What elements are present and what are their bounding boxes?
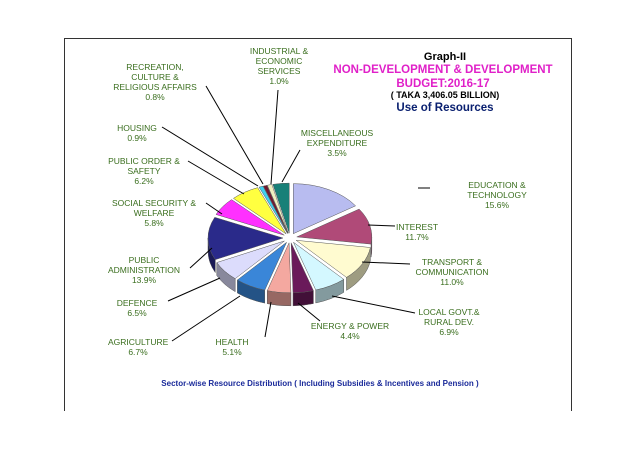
slice-name: INDUSTRIAL & ECONOMIC SERVICES <box>249 46 309 77</box>
slice-name: SOCIAL SECURITY & WELFARE <box>111 198 197 219</box>
slice-value: 3.5% <box>327 148 347 159</box>
chart-footer: Sector-wise Resource Distribution ( Including Subsidies & Incentives and Pension ) <box>161 379 479 388</box>
slice-label-public-order-safety <box>104 156 184 186</box>
slice-name: ENERGY & POWER <box>310 321 390 331</box>
slice-name: HEALTH <box>215 337 249 347</box>
slice-label-industrial-economic-services <box>244 46 314 86</box>
slice-value: 1.0% <box>269 76 289 87</box>
chart-title-2: Use of Resources <box>396 102 494 114</box>
leader-line-local-govt-rural-dev <box>332 296 415 313</box>
slice-value: 11.0% <box>440 277 464 288</box>
leader-line-recreation-culture-religious-affairs <box>206 86 263 184</box>
slice-value: 6.5% <box>127 308 147 319</box>
leader-line-energy-power <box>298 303 320 321</box>
slice-value: 11.7% <box>405 232 429 243</box>
slice-name: PUBLIC ORDER & SAFETY <box>108 156 180 177</box>
slice-label-local-govt-rural-dev <box>414 307 484 337</box>
leader-line-industrial-economic-services <box>271 90 278 184</box>
slice-name: AGRICULTURE <box>108 337 169 347</box>
slice-value: 5.8% <box>144 218 164 229</box>
leader-line-public-order-safety <box>188 161 244 194</box>
slice-name: MISCELLANEOUS EXPENDITURE <box>300 128 374 149</box>
slice-name: HOUSING <box>117 123 157 133</box>
slice-name: INTEREST <box>395 222 439 232</box>
slice-label-interest <box>393 222 441 242</box>
slice-name: EDUCATION & TECHNOLOGY <box>467 180 527 201</box>
slice-value: 6.2% <box>134 176 154 187</box>
slice-label-recreation-culture-religious-affairs <box>100 62 210 102</box>
slice-name: DEFENCE <box>116 298 158 308</box>
slice-label-public-administration <box>100 255 188 285</box>
slice-label-miscellaneous-expenditure <box>294 128 380 158</box>
slice-label-health <box>212 337 252 357</box>
slice-name: TRANSPORT & COMMUNICATION <box>415 257 489 278</box>
slice-label-education-technology <box>455 180 539 210</box>
leader-line-agriculture <box>172 296 240 341</box>
slice-label-agriculture <box>108 337 168 357</box>
slice-label-defence <box>112 298 162 318</box>
slice-value: 6.9% <box>439 327 459 338</box>
slice-name: PUBLIC ADMINISTRATION <box>107 255 181 276</box>
slice-label-energy-power <box>306 321 394 341</box>
slice-label-transport-communication <box>412 257 492 287</box>
graph-id: Graph-II <box>423 51 467 63</box>
slice-value: 0.8% <box>145 92 165 103</box>
slice-name: LOCAL GOVT.& RURAL DEV. <box>418 307 480 328</box>
chart-title: NON-DEVELOPMENT & DEVELOPMENT BUDGET:2016-17 <box>333 64 553 90</box>
slice-value: 0.9% <box>127 133 147 144</box>
slice-value: 4.4% <box>340 331 360 342</box>
slice-name: RECREATION, CULTURE & RELIGIOUS AFFAIRS <box>113 62 197 93</box>
leader-line-health <box>265 302 271 337</box>
slice-value: 13.9% <box>131 275 157 286</box>
chart-subtitle: ( TAKA 3,406.05 BILLION) <box>390 90 500 100</box>
slice-label-social-security-welfare <box>104 198 204 228</box>
slice-value: 6.7% <box>128 347 148 358</box>
slice-value: 15.6% <box>484 200 510 211</box>
leader-line-social-security-welfare <box>206 203 222 214</box>
slice-label-housing <box>112 123 162 143</box>
leader-line-interest <box>368 225 395 226</box>
slice-value: 5.1% <box>222 347 242 358</box>
